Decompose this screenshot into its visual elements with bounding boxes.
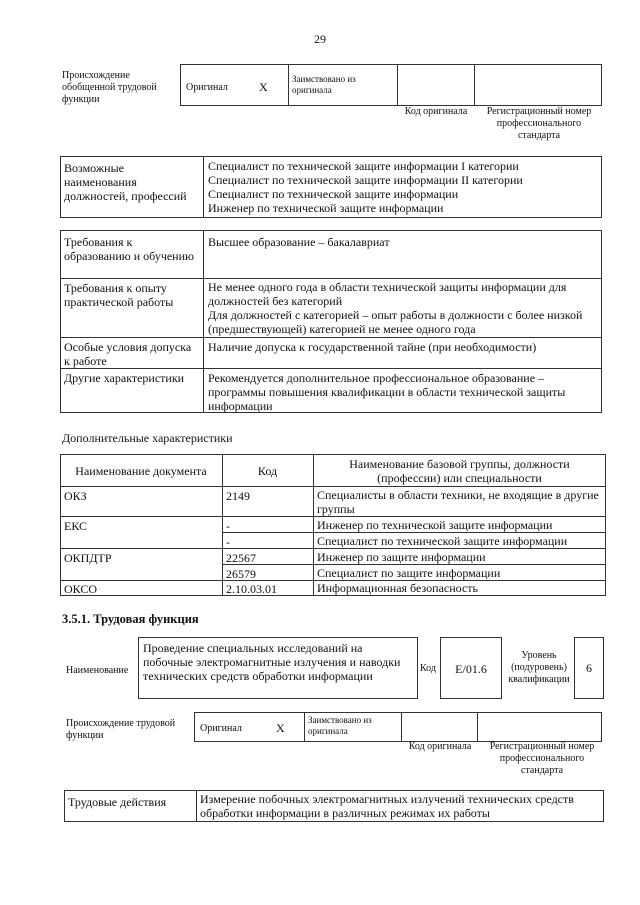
origin2-code-label: Код оригинала [408,741,472,752]
function-name-label: Наименование [66,665,129,676]
origin-borrowed: Заимствовано из оригинала [292,74,356,95]
function-level-label: Уровень (подуровень) квалификации [508,650,570,685]
req-experience-value: Не менее одного года в области технической защиты информации для должностей без категорий [208,280,567,308]
table-row-doc: ОКПДТР [64,551,112,565]
origin2-reg-label: Регистрационный номер профессионального стандарта [489,741,595,776]
position-item: Специалист по технической защите информации II категории [208,173,523,187]
table-row-code: 2.10.03.01 [226,582,277,596]
table-row-code: 22567 [226,551,256,565]
table-row-code: 26579 [226,567,256,581]
position-item: Инженер по технической защите информации [208,201,444,215]
origin2-borrowed: Заимствовано из оригинала [308,715,372,736]
req-experience-value-2: Для должностей с категорией – опыт работы в должности с более низкой (предшествующей) категорией не менее одного года [208,308,583,336]
additional-header-code: Код [257,464,278,478]
req-education-label: Требования к образованию и обучению [64,235,194,263]
req-access-label: Особые условия допуска к работе [64,340,192,368]
table-row-doc: ОКЗ [64,489,87,503]
function-level-value: 6 [586,661,592,675]
origin2-label: Происхождение трудовой функции [66,718,176,741]
table-row-name: Специалист по защите информации [317,566,501,580]
table-row-name: Инженер по технической защите информации [317,518,553,532]
table-row-name: Специалисты в области техники, не входящие в другие группы [317,488,599,516]
req-experience-label: Требования к опыту практической работы [64,281,174,309]
table-row-name: Инженер по защите информации [317,550,486,564]
origin-reg-label: Регистрационный номер профессионального стандарта [486,106,592,141]
origin-code-label: Код оригинала [404,106,468,117]
req-education-value: Высшее образование – бакалавриат [208,235,390,249]
origin-label: Происхождение обобщенной трудовой функции [62,70,157,105]
function-name-value: Проведение специальных исследований на побочные электромагнитные излучения и наводки технических средств обработки информации [143,641,401,683]
function-heading: 3.5.1. Трудовая функция [62,612,199,626]
origin-mark: X [259,80,268,94]
position-item: Специалист по технической защите информации [208,187,459,201]
req-access-value: Наличие допуска к государственной тайне (при необходимости) [208,340,537,354]
origin-original: Оригинал [186,82,228,93]
table-row-name: Специалист по технической защите информации [317,534,568,548]
table-row-name: Информационная безопасность [317,581,478,595]
origin2-original: Оригинал [200,723,242,734]
actions-label: Трудовые действия [68,795,167,809]
additional-heading: Дополнительные характеристики [62,431,233,445]
function-code-value: Е/01.6 [455,662,487,676]
position-item: Специалист по технической защите информации I категории [208,159,519,173]
positions-label: Возможные наименования должностей, профессий [64,161,187,203]
table-row-doc [61,566,221,568]
additional-header-doc: Наименование документа [75,464,207,478]
table-row-doc: ОКСО [64,582,98,596]
page-number: 29 [314,32,326,46]
table-row-code: - [226,535,230,549]
table-row-code: - [226,519,230,533]
additional-header-name: Наименование базовой группы, должности (профессии) или специальности [349,457,570,485]
function-code-label: Код [420,663,436,674]
table-row-code: 2149 [226,489,250,503]
table-row-doc: ЕКС [64,519,88,533]
req-other-label: Другие характеристики [64,371,185,385]
req-other-value: Рекомендуется дополнительное профессиональное образование – программы повышения квалификации в области технической защиты информации [208,371,566,413]
table-row-doc [61,534,221,536]
actions-value: Измерение побочных электромагнитных излучений технических средств обработки информации в различных режимах их работы [200,792,574,820]
origin2-mark: X [276,721,285,735]
